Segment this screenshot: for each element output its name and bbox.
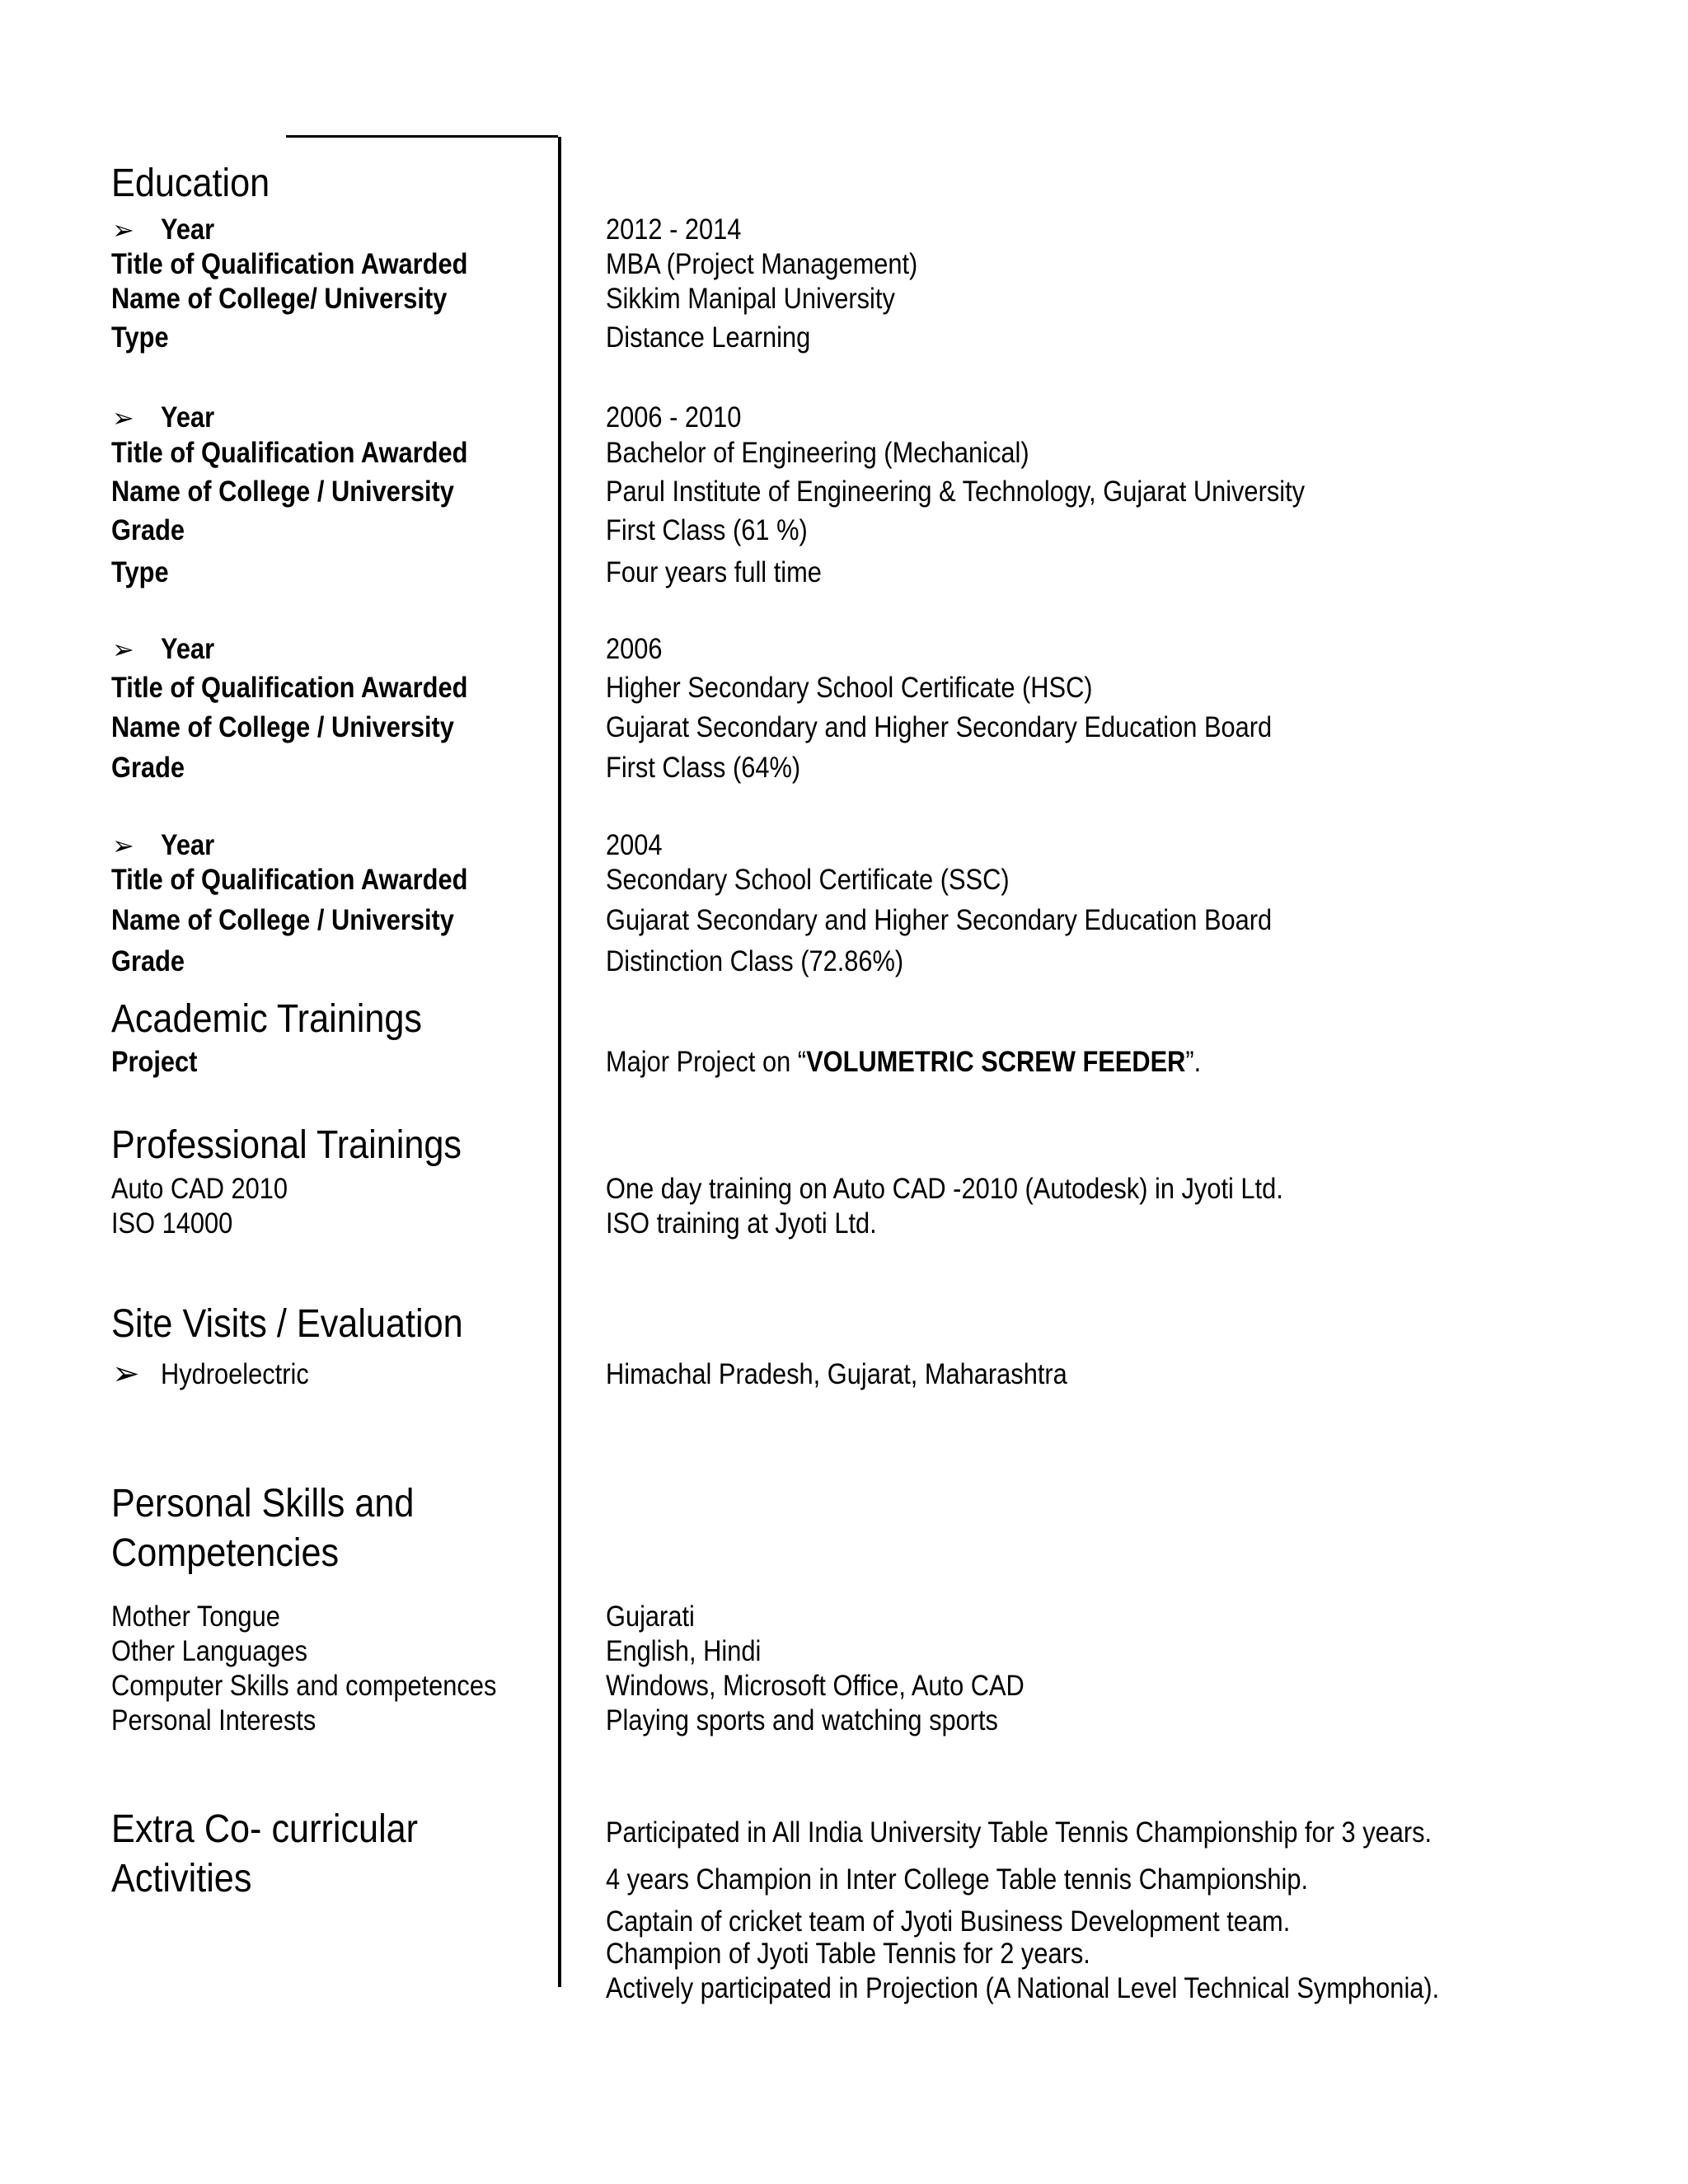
skill-label: Personal Interests bbox=[111, 1704, 316, 1736]
skills-heading-line2: Competencies bbox=[111, 1531, 340, 1575]
bullet-arrow-icon: ➢ bbox=[112, 214, 134, 246]
grade-label: Grade bbox=[111, 945, 185, 977]
project-name: VOLUMETRIC SCREW FEEDER bbox=[806, 1046, 1186, 1078]
year-value: 2004 bbox=[606, 829, 663, 861]
activity-item: Actively participated in Projection (A National Level Technical Symphonia). bbox=[606, 1972, 1440, 2004]
bullet-arrow-icon: ➢ bbox=[112, 634, 134, 665]
academic-trainings-heading: Academic Trainings bbox=[111, 997, 422, 1041]
year-label: Year bbox=[161, 401, 215, 434]
bullet-arrow-icon: ➢ bbox=[112, 402, 134, 434]
college-label: Name of College / University bbox=[111, 904, 454, 936]
skill-value: Gujarati bbox=[606, 1601, 695, 1633]
grade-label: Grade bbox=[111, 752, 185, 784]
education-heading: Education bbox=[111, 162, 270, 205]
grade-value: Distinction Class (72.86%) bbox=[606, 945, 904, 977]
activity-item: Champion of Jyoti Table Tennis for 2 years. bbox=[606, 1938, 1090, 1970]
year-value: 2006 bbox=[606, 633, 663, 665]
professional-trainings-heading: Professional Trainings bbox=[111, 1123, 462, 1167]
college-label: Name of College/ University bbox=[111, 283, 448, 315]
college-label: Name of College / University bbox=[111, 711, 454, 743]
type-label: Type bbox=[111, 556, 169, 588]
training-label: ISO 14000 bbox=[111, 1207, 233, 1240]
grade-label: Grade bbox=[111, 514, 185, 546]
column-divider bbox=[558, 137, 561, 1987]
year-label: Year bbox=[161, 829, 215, 861]
extra-heading-line2: Activities bbox=[111, 1857, 252, 1900]
site-visit-value: Himachal Pradesh, Gujarat, Maharashtra bbox=[606, 1358, 1067, 1390]
site-visit-label: Hydroelectric bbox=[161, 1358, 309, 1390]
training-value: One day training on Auto CAD -2010 (Autodesk) in Jyoti Ltd. bbox=[606, 1173, 1283, 1205]
type-value: Distance Learning bbox=[606, 321, 811, 354]
skill-label: Computer Skills and competences bbox=[111, 1670, 497, 1702]
training-value: ISO training at Jyoti Ltd. bbox=[606, 1207, 877, 1240]
project-suffix: ”. bbox=[1185, 1046, 1202, 1078]
skill-value: Windows, Microsoft Office, Auto CAD bbox=[606, 1670, 1025, 1702]
activity-item: Captain of cricket team of Jyoti Business Development team. bbox=[606, 1905, 1291, 1938]
skill-label: Mother Tongue bbox=[111, 1601, 280, 1633]
project-prefix: Major Project on “ bbox=[606, 1046, 807, 1078]
training-label: Auto CAD 2010 bbox=[111, 1173, 288, 1205]
activity-item: Participated in All India University Table Tennis Championship for 3 years. bbox=[606, 1816, 1432, 1849]
skill-value: Playing sports and watching sports bbox=[606, 1704, 998, 1736]
qualification-label: Title of Qualification Awarded bbox=[111, 437, 468, 469]
qualification-label: Title of Qualification Awarded bbox=[111, 672, 468, 704]
year-label: Year bbox=[161, 633, 215, 665]
skills-heading-line1: Personal Skills and bbox=[111, 1482, 415, 1526]
qualification-value: Secondary School Certificate (SSC) bbox=[606, 864, 1010, 896]
year-label: Year bbox=[161, 213, 215, 246]
qualification-value: Bachelor of Engineering (Mechanical) bbox=[606, 437, 1029, 469]
skill-label: Other Languages bbox=[111, 1635, 308, 1667]
project-value bbox=[606, 1045, 1201, 1080]
college-value: Parul Institute of Engineering & Technology, Gujarat University bbox=[606, 476, 1306, 508]
college-label: Name of College / University bbox=[111, 476, 454, 508]
skill-value: English, Hindi bbox=[606, 1635, 762, 1667]
extra-heading-line1: Extra Co- curricular bbox=[111, 1807, 419, 1851]
college-value: Sikkim Manipal University bbox=[606, 283, 895, 315]
site-visits-heading: Site Visits / Evaluation bbox=[111, 1302, 463, 1346]
type-label: Type bbox=[111, 321, 169, 354]
type-value: Four years full time bbox=[606, 556, 822, 588]
qualification-value: MBA (Project Management) bbox=[606, 248, 918, 280]
qualification-label: Title of Qualification Awarded bbox=[111, 248, 468, 280]
year-value: 2012 - 2014 bbox=[606, 213, 742, 246]
year-value: 2006 - 2010 bbox=[606, 401, 742, 434]
qualification-value: Higher Secondary School Certificate (HSC) bbox=[606, 672, 1093, 704]
bullet-arrow-icon: ➢ bbox=[112, 1355, 140, 1393]
project-label: Project bbox=[111, 1046, 198, 1078]
activity-item: 4 years Champion in Inter College Table tennis Championship. bbox=[606, 1863, 1309, 1896]
grade-value: First Class (64%) bbox=[606, 752, 801, 784]
college-value: Gujarat Secondary and Higher Secondary Education Board bbox=[606, 904, 1273, 936]
qualification-label: Title of Qualification Awarded bbox=[111, 864, 468, 896]
grade-value: First Class (61 %) bbox=[606, 514, 808, 546]
college-value: Gujarat Secondary and Higher Secondary Education Board bbox=[606, 711, 1273, 743]
top-rule bbox=[286, 135, 558, 138]
bullet-arrow-icon: ➢ bbox=[112, 830, 134, 861]
